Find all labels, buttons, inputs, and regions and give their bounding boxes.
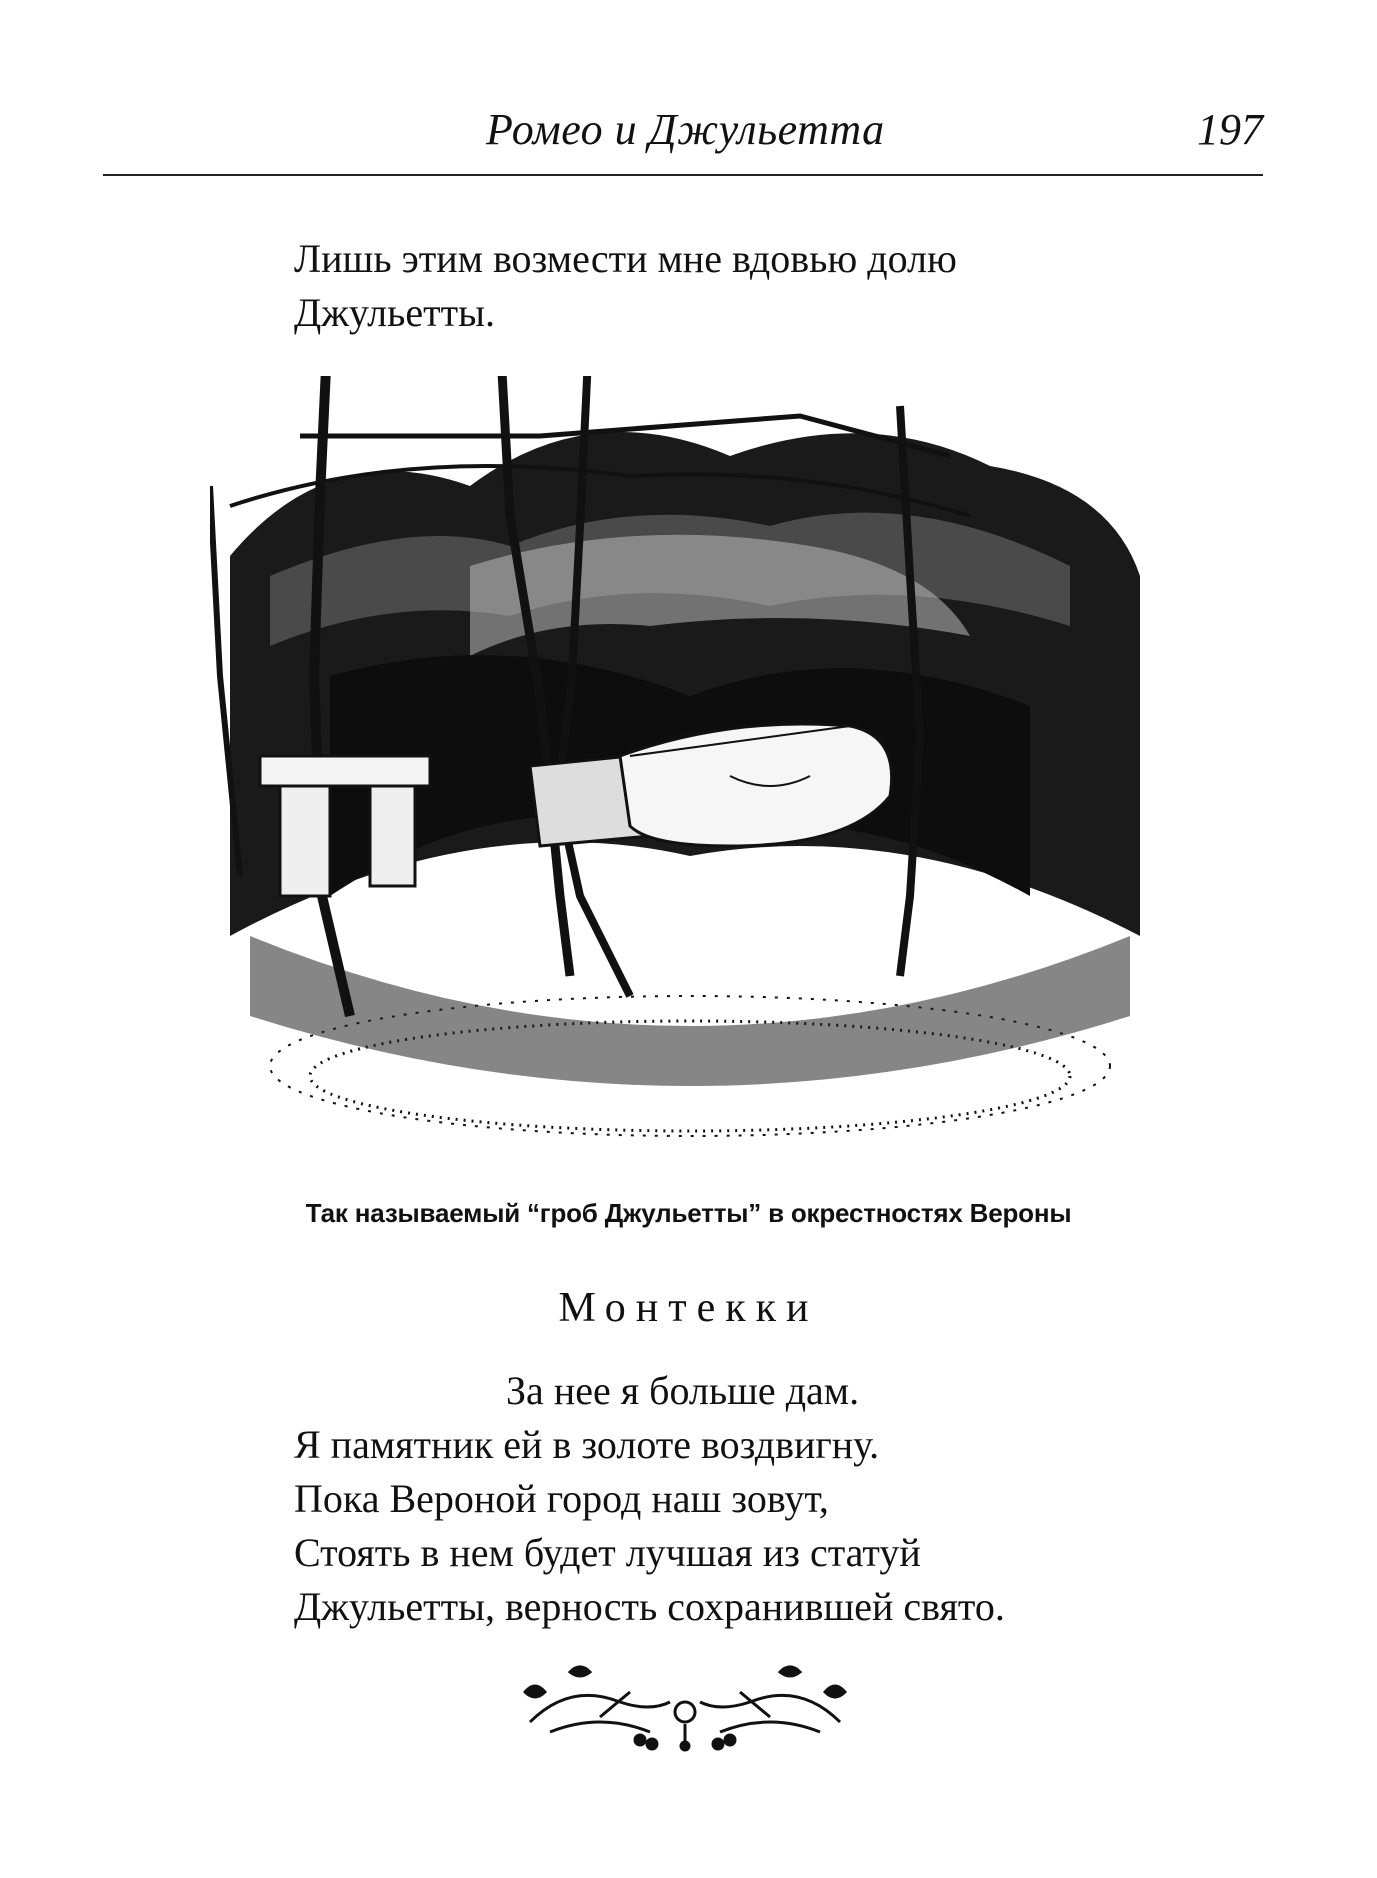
verse-speech	[294, 1364, 1005, 1634]
verse-line: Стоять в нем будет лучшая из статуй	[294, 1530, 921, 1575]
figure-caption: Так называемый “гроб Джульетты” в окрестностях Вероны	[305, 1198, 1072, 1228]
header-rule	[103, 174, 1263, 176]
speaker-name: Монтекки	[558, 1285, 819, 1331]
floral-tailpiece-icon	[510, 1662, 860, 1754]
verse-line: Я памятник ей в золоте воздвигну.	[294, 1422, 880, 1467]
verse-top	[294, 232, 957, 340]
foliage-canopy	[230, 432, 1140, 936]
verse-line: Джульетты.	[294, 290, 495, 335]
verse-line: Пока Вероной город наш зовут,	[294, 1476, 829, 1521]
verse-line: Лишь этим возмести мне вдовью долю	[294, 236, 957, 281]
verse-line: За нее я больше дам.	[506, 1368, 860, 1413]
running-title: Ромео и Джульетта	[486, 105, 885, 154]
verse-line: Джульетты, верность сохранившей свято.	[294, 1584, 1005, 1629]
page-number: 197	[1197, 105, 1263, 154]
ground-stipple	[250, 936, 1130, 1136]
engraving-illustration	[210, 376, 1160, 1166]
